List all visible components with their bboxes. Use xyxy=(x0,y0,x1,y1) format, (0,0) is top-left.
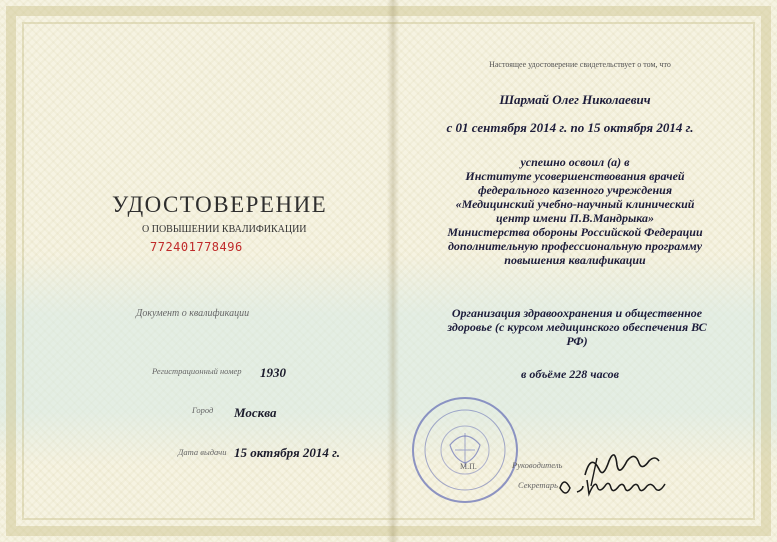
institution-line: центр имени П.В.Мандрыка» xyxy=(495,211,655,225)
secretary-label: Секретарь xyxy=(518,480,558,490)
issue-date-label: Дата выдачи xyxy=(178,447,227,457)
program-line: РФ) xyxy=(566,334,588,348)
program-line: здоровье (с курсом медицинского обеспечения ВС xyxy=(447,320,707,334)
institution-line: дополнительную профессиональную программу xyxy=(447,239,703,253)
institution-block xyxy=(410,155,740,267)
registration-number-label: Регистрационный номер xyxy=(152,366,242,376)
study-hours: в объёме 228 часов xyxy=(521,367,619,381)
study-period: с 01 сентября 2014 г. по 15 октября 2014 г. xyxy=(446,120,694,135)
holder-name: Шармай Олег Николаевич xyxy=(499,92,651,107)
head-label: Руководитель xyxy=(512,460,563,470)
city-value: Москва xyxy=(234,405,277,420)
certificate-intro-note: Настоящее удостоверение свидетельствует о том, что xyxy=(489,60,671,69)
institution-line: «Медицинский учебно-научный клинический xyxy=(455,197,695,211)
document-type-label: Документ о квалификации xyxy=(136,308,250,319)
program-line: Организация здравоохранения и общественное xyxy=(451,306,703,320)
issue-date-value: 15 октября 2014 г. xyxy=(234,445,341,460)
page-fold xyxy=(387,0,399,542)
certificate-title: УДОСТОВЕРЕНИЕ xyxy=(112,192,328,217)
certificate-subtitle: О ПОВЫШЕНИИ КВАЛИФИКАЦИИ xyxy=(142,224,307,235)
city-label: Город xyxy=(192,405,214,415)
institution-line: успешно освоил (а) в xyxy=(520,155,630,169)
registration-number-value: 1930 xyxy=(260,365,286,380)
official-seal-icon xyxy=(410,395,520,505)
stamp-place-label: М.П. xyxy=(460,462,477,471)
secretary-signature-icon xyxy=(555,470,705,500)
serial-number: 772401778496 xyxy=(150,240,243,254)
institution-line: федерального казенного учреждения xyxy=(477,183,673,197)
program-block xyxy=(412,306,742,348)
institution-line: Институте усовершенствования врачей xyxy=(465,169,685,183)
institution-line: Министерства обороны Российской Федерации xyxy=(447,225,703,239)
institution-line: повышения квалификации xyxy=(504,253,646,267)
